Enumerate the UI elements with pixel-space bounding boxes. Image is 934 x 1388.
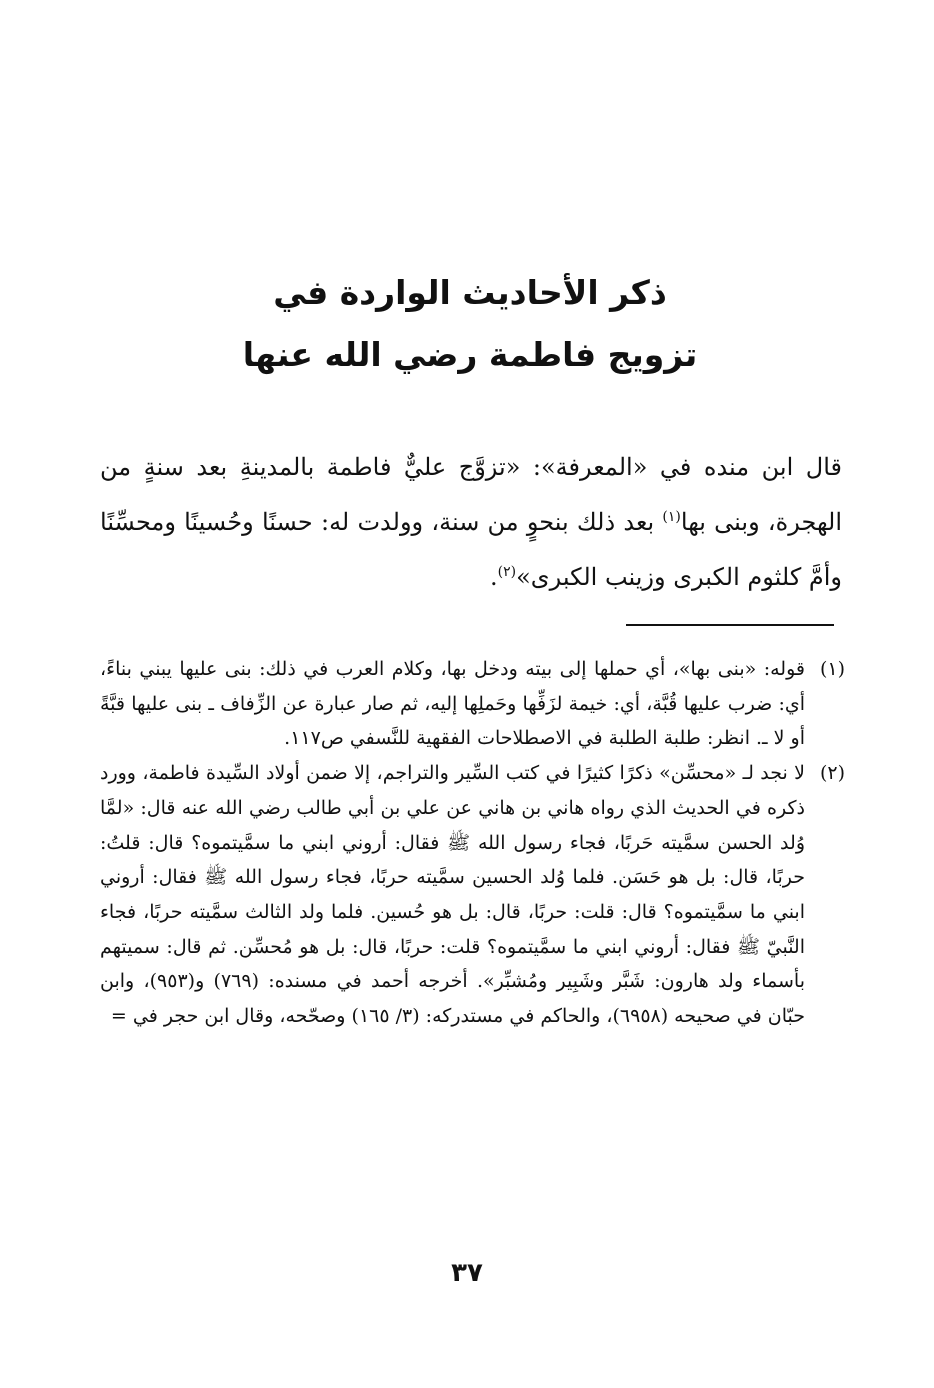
footnote-text: لا نجد لـ «محسِّن» ذكرًا كثيرًا في كتب السِّير والتراجم، إلا ضمن أولاد السِّيدة فاطمة، وورد ذكره في الحديث الذي رواه هاني بن هاني عن علي بن أبي طالب رضي الله عنه قال: «لمَّا وُلد الحسن سمَّيته حَربًا، فجاء رسول الله ﷺ فقال: أروني ابني ما سمَّيتموه؟ قال: قلتُ: حربًا، قال: بل هو حَسَن. فلما وُلد الحسين سمَّيته حربًا، فجاء رسول الله ﷺ فقال: أروني ابني ما سمَّيتموه؟ قال: قلت: حربًا، قال: بل هو حُسين. فلما ولد الثالث سمَّيته حربًا، فجاء النَّبيّ ﷺ فقال: أروني ابني ما سمَّيتموه؟ قلت: حربًا، قال: بل هو مُحسِّن. ثم قال: سميتهم بأسماء ولد هارون: شَبَّر وشَبِير ومُشبِّر». أخرجه أحمد في مسنده: (٧٦٩) و(٩٥٣)، وابن حبّان في صحيحه (٦٩٥٨)، والحاكم في مستدركه: (٣/ ١٦٥) وصحّحه، وقال ابن حجر في = <box>100 762 805 1028</box>
chapter-heading <box>150 262 790 386</box>
footnote-number: (١) <box>819 658 845 680</box>
paragraph-text-part-1: قال ابن منده في «المعرفة»: «تزوَّج عليٌّ فاطمة بالمدينةِ بعد سنةٍ من الهجرة، وبنى بها <box>100 453 842 536</box>
footnotes-list <box>100 652 845 1034</box>
footnote-separator <box>626 624 834 626</box>
main-paragraph <box>100 440 842 605</box>
chapter-heading-line-2: تزويج فاطمة رضي الله عنها <box>242 335 698 374</box>
footnote-item <box>100 652 845 756</box>
footnote-text: قوله: «بنى بها»، أي حملها إلى بيته ودخل بها، وكلام العرب في ذلك: بنى عليها يبني بناءً، أي: ضرب عليها قُبَّة، أي: خيمة لزَفِّها وحَملِها إليه، ثم صار عبارة عن الزِّفاف ـ بنى عليها قبَّةً أو لا ـ. انظر: طلبة الطلبة في الاصطلاحات الفقهية للنَّسفي ص١١٧. <box>100 658 805 750</box>
footnote-number: (٢) <box>819 762 845 785</box>
footnote-reference-1[interactable]: (١) <box>662 509 681 525</box>
footnote-reference-2[interactable]: (٢) <box>497 564 517 580</box>
paragraph-text-part-2: بعد ذلك بنحوٍ من سنة، وولدت له: حسنًا وحُسينًا ومحسِّنًا وأمَّ كلثوم الكبرى وزينب الكبرى» <box>100 508 842 591</box>
chapter-heading-line-1: ذكر الأحاديث الواردة في <box>273 273 667 312</box>
page-number: ٣٧ <box>451 1258 483 1288</box>
footnote-item <box>100 756 845 1034</box>
paragraph-text-part-3: . <box>490 563 498 591</box>
